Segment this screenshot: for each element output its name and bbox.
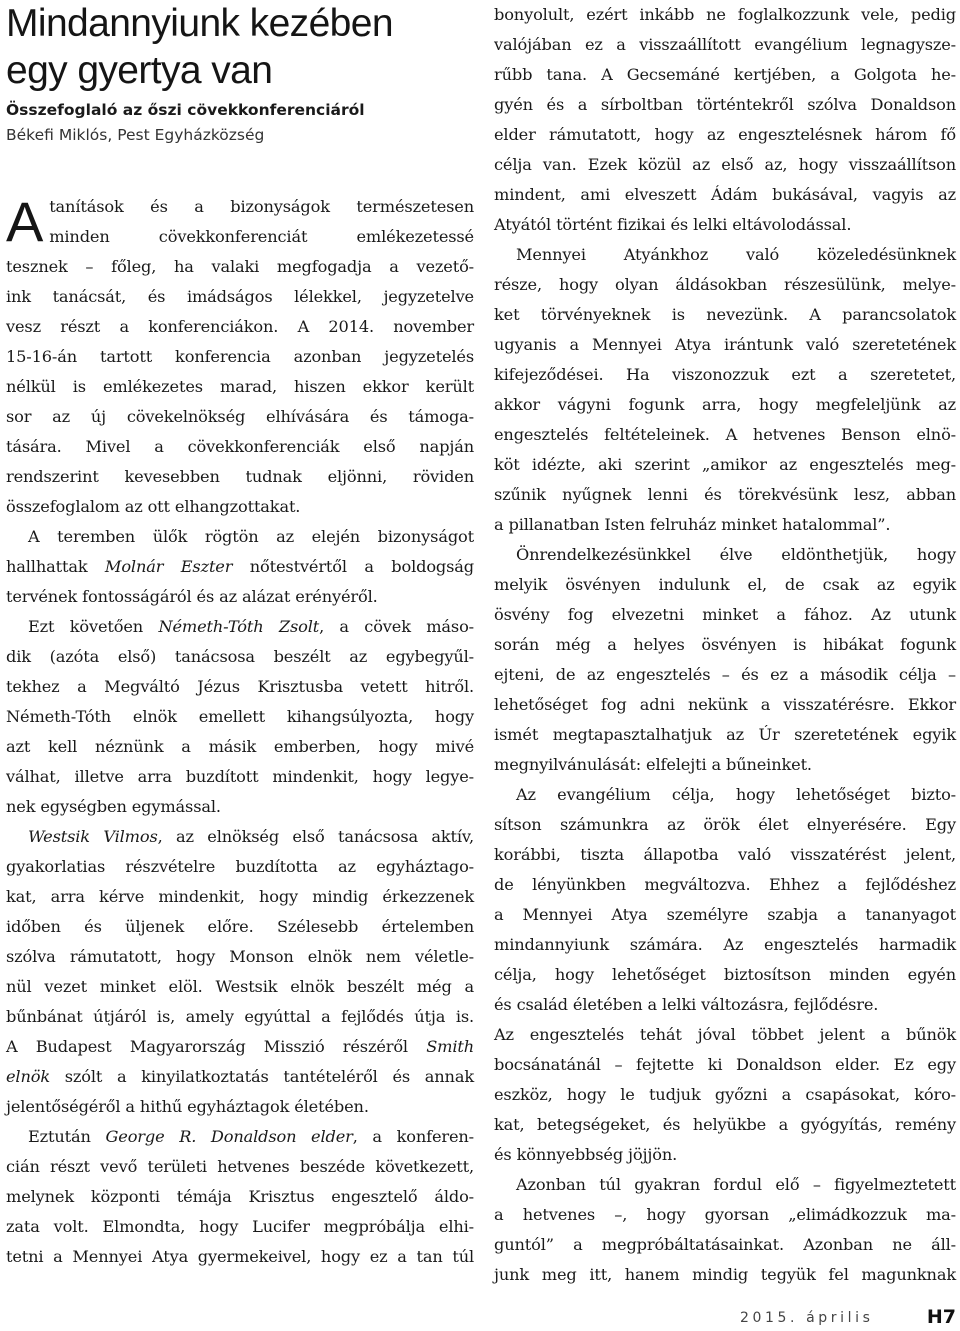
text-line: válhat, illetve arra buzdított mindenkit, hogy legye-	[6, 767, 474, 786]
paragraph	[494, 240, 956, 540]
text-run: , az elnökség első tanácsosa aktív,	[157, 827, 474, 846]
text-line	[6, 822, 474, 852]
text-line: tervének fontosságáról és az alázat erényéről.	[6, 587, 378, 606]
speaker-name: Westsik Vilmos	[28, 827, 158, 846]
text-line	[6, 1062, 474, 1092]
text-run: Azonban túl gyakran fordul elő – figyelmeztetett	[516, 1175, 956, 1194]
speaker-name: Smith	[426, 1037, 474, 1056]
page-footer	[740, 1306, 956, 1330]
text-line: ismét megtapasztalhatjuk az Úr szeretetének egyik	[494, 725, 956, 744]
text-line: tekhez a Megváltó Jézus Krisztusba vetett hitről.	[6, 677, 474, 696]
text-line: mindannyiunk számára. Az engesztelés harmadik	[494, 935, 956, 954]
text-line: vesz részt a konferenciákon. A 2014. november	[6, 317, 474, 336]
paragraph	[6, 822, 474, 1122]
article-author: Békefi Miklós, Pest Egyházközség	[6, 126, 265, 144]
text-line: mindent, ami elveszett Ádám bukásával, vagyis az	[494, 185, 956, 204]
text-line	[494, 1170, 956, 1200]
text-line: bonyolult, ezért inkább ne foglalkozzunk vele, pedig	[494, 5, 956, 24]
text-line: lehetőséget fog adni nekünk a visszatérésre. Ekkor	[494, 695, 956, 714]
left-column	[6, 0, 474, 1272]
text-run: Mennyei Atyánkhoz való közeledésünknek	[516, 245, 956, 264]
text-run: A teremben ülők rögtön az elején bizonyságot	[28, 527, 474, 546]
text-line: összefoglalom az ott elhangzottakat.	[6, 497, 301, 516]
speaker-name: George R. Donaldson elder	[105, 1127, 353, 1146]
text-line: kifejeződései. Ha viszonozzuk ezt a szeretetet,	[494, 365, 956, 384]
text-line	[6, 552, 474, 582]
text-run: Az evangélium célja, hogy lehetőséget bizto-	[516, 785, 956, 804]
text-line: cián részt vevő területi hetvenes beszéde következett,	[6, 1157, 474, 1176]
text-run: hallhattak	[6, 557, 105, 576]
text-line: tására. Mivel a cövekkonferenciák első napján	[6, 437, 474, 456]
text-run: nőtestvértől a boldogság	[232, 557, 474, 576]
paragraph	[494, 540, 956, 780]
text-line: a Mennyei Atya személyre szabja a tananyagot	[494, 905, 956, 924]
text-line: melyik ösvényen indulunk el, de csak az egyik	[494, 575, 956, 594]
text-line: 15-16-án tartott konferencia azonban jegyzetelés	[6, 347, 474, 366]
text-line: köt idézte, aki szerint „amikor az engesztelés meg-	[494, 455, 956, 474]
text-run: szólt a kinyilatkoztatás tantételéről és annak	[50, 1067, 474, 1086]
paragraph	[494, 0, 956, 240]
text-line	[494, 240, 956, 270]
drop-cap: A	[6, 190, 44, 253]
text-line: során még a helyes ösvényen is hibákat fogunk	[494, 635, 956, 654]
text-line: kat, betegségeket, és helyükbe a gyógyítás, remény	[494, 1115, 956, 1134]
speaker-name: elnök	[6, 1067, 50, 1086]
text-line: ket törvényeknek is nevezünk. A parancsolatok	[494, 305, 956, 324]
speaker-name: Molnár Eszter	[104, 557, 233, 576]
page-number: H7	[926, 1306, 956, 1328]
text-run: Ezt követően	[28, 617, 159, 636]
text-line	[6, 1032, 474, 1062]
text-line	[494, 780, 956, 810]
text-line: időben és üljenek előre. Szélesebb értelemben	[6, 917, 474, 936]
article-body-right	[494, 0, 956, 1290]
text-line: elder rámutatott, hogy az engesztelésnek három fő	[494, 125, 956, 144]
text-line: gyén és a sírboltban történtekről szólva Donaldson	[494, 95, 956, 114]
text-line: része, hogy olyan áldásokban részesülünk, melye-	[494, 275, 956, 294]
text-line	[6, 1122, 474, 1152]
text-line: korábbi, tiszta állapotba való visszatérést jelent,	[494, 845, 956, 864]
issue-date: 2015. április	[740, 1310, 874, 1326]
text-run: Önrendelkezésünkkel élve eldönthetjük, hogy	[516, 545, 956, 564]
text-line: Atyától történt fizikai és lelki eltávolodással.	[494, 215, 852, 234]
paragraph	[494, 1170, 956, 1290]
title-line: Mindannyiunk kezében	[6, 2, 393, 45]
text-line: engesztelés feltételeinek. A hetvenes Benson elnö-	[494, 425, 956, 444]
text-line: a pillanatban Isten felruház minket hatalommal”.	[494, 515, 891, 534]
text-line: sítson számunkra az örök élet elnyerésére. Egy	[494, 815, 956, 834]
text-line: Az engesztelés tehát jóval többet jelent a bűnök	[494, 1025, 956, 1044]
title-line: egy gyertya van	[6, 49, 273, 92]
text-run: , a konferen-	[352, 1127, 474, 1146]
text-line: és könnyebbség jöjjön.	[494, 1145, 678, 1164]
text-line: szólva rámutatott, hogy Monson elnök nem véletle-	[6, 947, 474, 966]
text-line: tanítások és a bizonyságok természetesen	[49, 197, 474, 216]
text-line	[6, 612, 474, 642]
text-line: de lényünkben megváltozva. Ehhez a fejlődéshez	[494, 875, 956, 894]
paragraph	[6, 612, 474, 822]
text-line: bocsánatánál – fejtette ki Donaldson elder. Ez egy	[494, 1055, 956, 1074]
text-line: jelentőségéről a hithű egyháztagok életében.	[6, 1097, 369, 1116]
text-line: tetni a Mennyei Atya gyermekeivel, hogy ez a tan túl	[6, 1247, 474, 1266]
paragraph	[494, 780, 956, 1170]
text-line: nek egységben egymással.	[6, 797, 221, 816]
text-line: tesznek – főleg, ha valaki megfogadja a vezető-	[6, 257, 474, 276]
text-line: és család életében a lelki változásra, fejlődésre.	[494, 995, 879, 1014]
text-line: gyakorlatias részvételre buzdította az egyháztago-	[6, 857, 474, 876]
text-line: melynek központi témája Krisztus engesztelő áldo-	[6, 1187, 474, 1206]
text-line: minden cövekkonferenciát emlékezetessé	[49, 227, 474, 246]
article-title	[6, 0, 474, 94]
text-line: rendszerint kevesebben tudnak eljönni, röviden	[6, 467, 474, 486]
text-line: szűnik nyűgnek lenni és törekvésünk lesz, abban	[494, 485, 956, 504]
text-line: Németh-Tóth elnök emellett kihangsúlyozta, hogy	[6, 707, 474, 726]
text-line: ugyanis a Mennyei Atya irántunk való szeretetének	[494, 335, 956, 354]
text-line: nélkül is emlékezetes marad, hiszen ekkor került	[6, 377, 474, 396]
text-line: bűnbánat útjáról is, amely egyúttal a fejlődés útja is.	[6, 1007, 474, 1026]
text-line: akkor vágyni fogunk arra, hogy megfeleljünk az	[494, 395, 956, 414]
paragraph	[6, 192, 474, 522]
text-line: nül vezet minket elöl. Westsik elnök beszélt még a	[6, 977, 474, 996]
text-line: dik (azóta első) tanácsosa beszélt az egybegyűl-	[6, 647, 474, 666]
text-line: azt kell néznünk a másik emberben, hogy mivé	[6, 737, 474, 756]
article-body-left	[6, 192, 474, 1272]
text-line: valójában ez a visszaállított evangélium legnagysze-	[494, 35, 956, 54]
text-line: a hetvenes –, hogy gyorsan „elimádkozzuk ma-	[494, 1205, 956, 1224]
text-line: zata volt. Elmondta, hogy Lucifer megpróbálja elhi-	[6, 1217, 474, 1236]
text-line: célja, hogy lehetőséget biztosítson minden egyén	[494, 965, 956, 984]
text-line: ink tanácsát, és imádságos lélekkel, jegyzetelve	[6, 287, 474, 306]
text-line: célja van. Ezek közül az első az, hogy visszaállítson	[494, 155, 956, 174]
text-line: eszköz, hogy le tudjuk győzni a csapásokat, kóro-	[494, 1085, 956, 1104]
text-line	[6, 522, 474, 552]
paragraph	[6, 1122, 474, 1272]
text-run: Eztután	[28, 1127, 106, 1146]
text-line: sor az új cövekelnökség elhívására és támoga-	[6, 407, 474, 426]
text-line: ösvény fog elvezetni minket a fához. Az utunk	[494, 605, 956, 624]
text-run: A Budapest Magyarország Misszió részéről	[6, 1037, 427, 1056]
text-run: , a cövek máso-	[319, 617, 474, 636]
article-subtitle: Összefoglaló az őszi cövekkonferenciáról	[6, 101, 365, 119]
text-line: megnyilvánulását: elfelejti a bűneinket.	[494, 755, 812, 774]
text-line: junk meg itt, hanem mindig tegyük fel magunknak	[494, 1265, 956, 1284]
paragraph	[6, 522, 474, 612]
text-line: rűbb tana. A Gecsemáné kertjében, a Golgota he-	[494, 65, 956, 84]
speaker-name: Németh-Tóth Zsolt	[158, 617, 320, 636]
text-line: guntól” a megpróbáltatásainkat. Azonban ne áll-	[494, 1235, 956, 1254]
text-line: kat, arra kérve mindenkit, hogy mindig érkezzenek	[6, 887, 474, 906]
text-line: ejteni, de az engesztelés – és ez a második célja –	[494, 665, 956, 684]
text-line	[494, 540, 956, 570]
